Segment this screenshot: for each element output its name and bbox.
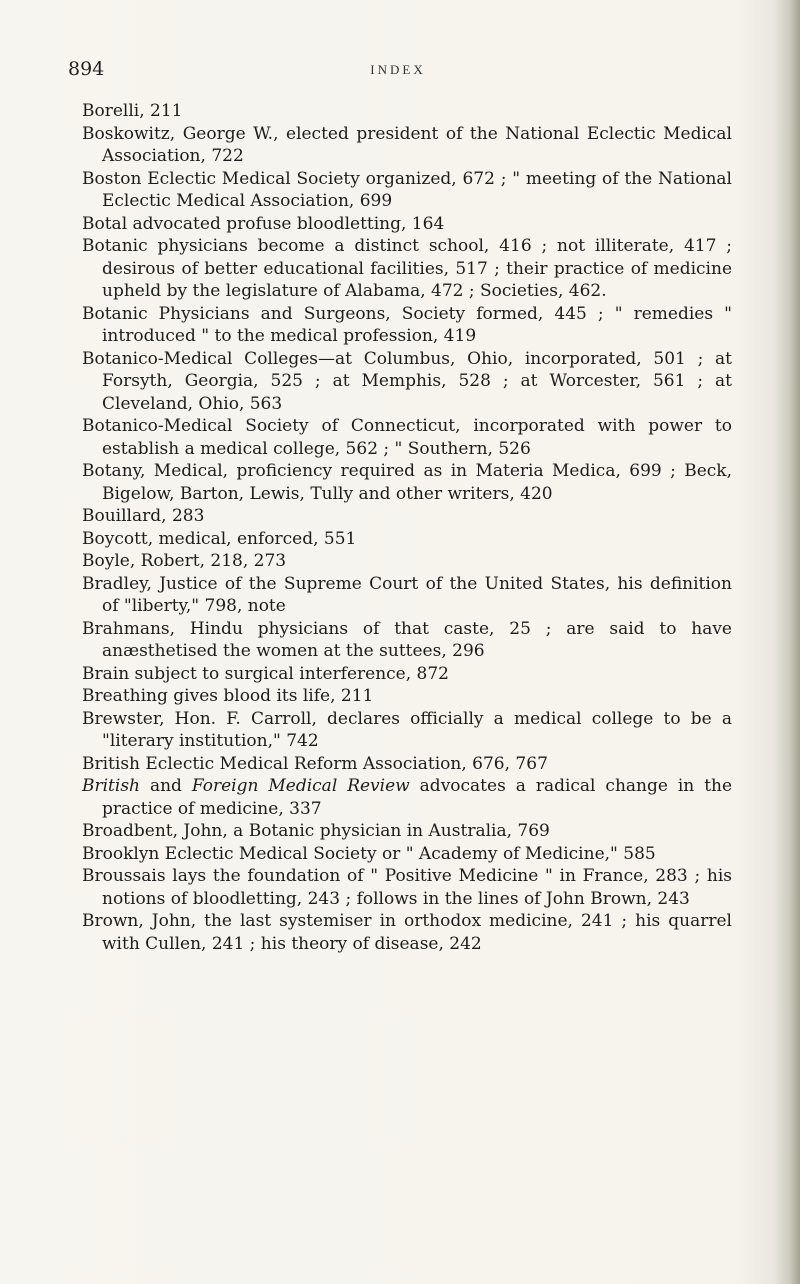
index-entry: Boycott, medical, enforced, 551	[82, 528, 357, 549]
italic-title-conjunction: and	[149, 776, 182, 796]
index-entry: Botanic Physicians and Surgeons, Society formed, 445 ; " remedies " introduced " to the medical profession, 419	[82, 303, 732, 346]
index-entry: Boyle, Robert, 218, 273	[82, 551, 287, 571]
index-entry: Bouillard, 283	[82, 506, 205, 526]
index-entry: Botanico-Medical Society of Connecticut, incorporated with power to establish a medical college, 562 ; " Southern, 526	[82, 416, 732, 459]
index-entry: Botal advocated profuse bloodletting, 164	[82, 213, 445, 234]
index-entry: Boston Eclectic Medical Society organized, 672 ; " meeting of the National Eclectic Medical Association, 699	[82, 168, 732, 211]
index-entry: Botany, Medical, proficiency required as in Materia Medica, 699 ; Beck, Bigelow, Barton, Lewis, Tully and other writers, 420	[82, 461, 732, 504]
page-edge-shadow	[774, 0, 800, 1284]
italic-title-review: Foreign Medical Review	[191, 776, 410, 796]
index-entry: British Eclectic Medical Reform Association, 676, 767	[82, 753, 548, 774]
index-entry: Botanic physicians become a distinct school, 416 ; not illiterate, 417 ; desirous of better educational facilities, 517 ; their practice of medicine upheld by the legislature of Alabama, 472 ; Societies, 462.	[82, 236, 732, 301]
index-entry-italic	[82, 775, 732, 820]
index-entry: Breathing gives blood its life, 211	[82, 686, 374, 706]
running-title: INDEX	[370, 62, 426, 77]
page-number: 894	[68, 58, 105, 80]
page-header	[68, 58, 728, 86]
index-entries	[82, 100, 732, 955]
index-entry: Broussais lays the foundation of " Positive Medicine " in France, 283 ; his notions of bloodletting, 243 ; follows in the lines of John Brown, 243	[82, 866, 732, 909]
index-entry: Bradley, Justice of the Supreme Court of the United States, his definition of "liberty," 798, note	[82, 573, 732, 616]
italic-title-british: British	[82, 776, 140, 796]
index-entry: Brahmans, Hindu physicians of that caste, 25 ; are said to have anæsthetised the women at the suttees, 296	[82, 618, 732, 661]
italic-entry-rest: advocates a radical change in the practice of medicine, 337	[102, 776, 733, 819]
index-entry: Borelli, 211	[82, 101, 183, 121]
index-entry: Brewster, Hon. F. Carroll, declares officially a medical college to be a "literary institution," 742	[82, 708, 732, 751]
index-entry: Boskowitz, George W., elected president of the National Eclectic Medical Association, 722	[82, 123, 732, 166]
index-entry: Brain subject to surgical interference, 872	[82, 663, 450, 684]
index-entry: Brown, John, the last systemiser in orthodox medicine, 241 ; his quarrel with Cullen, 241 ; his theory of disease, 242	[82, 911, 732, 954]
index-entry: Brooklyn Eclectic Medical Society or " Academy of Medicine," 585	[82, 843, 656, 864]
index-entry: Broadbent, John, a Botanic physician in Australia, 769	[82, 821, 550, 841]
index-entry: Botanico-Medical Colleges—at Columbus, Ohio, incorporated, 501 ; at Forsyth, Georgia, 525 ; at Memphis, 528 ; at Worcester, 561 ; at Cleveland, Ohio, 563	[82, 348, 732, 414]
